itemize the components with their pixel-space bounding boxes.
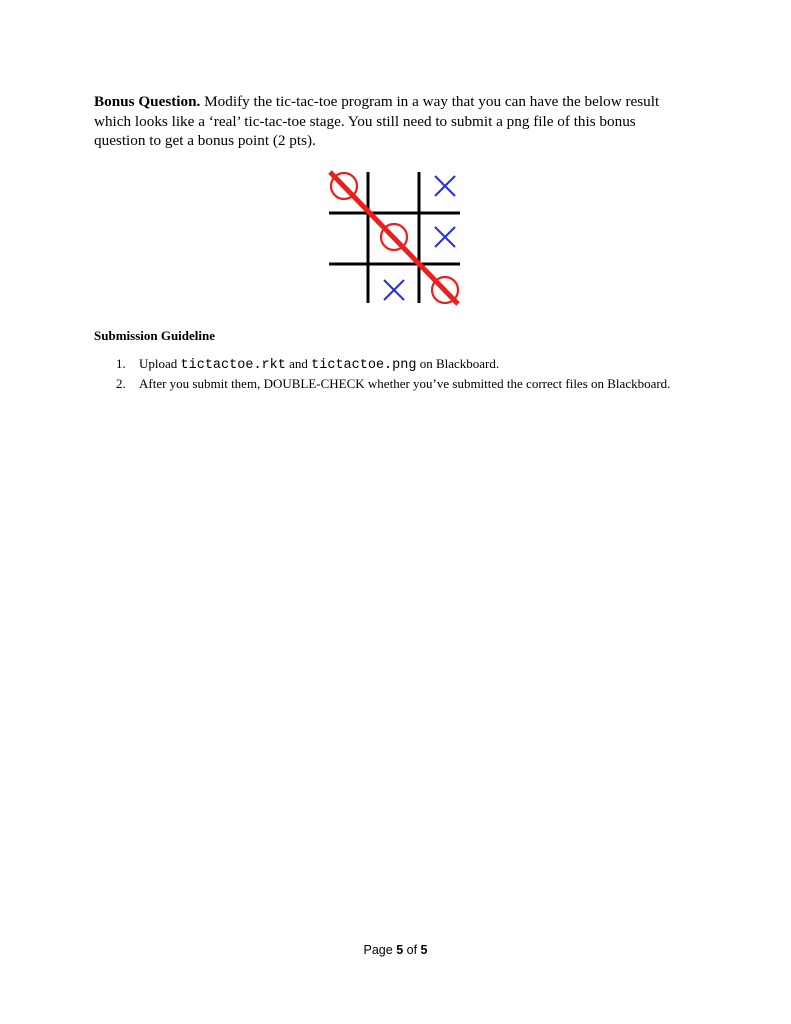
file-name-rkt: tictactoe.rkt xyxy=(180,358,286,373)
x-mark xyxy=(435,227,455,247)
footer-current-page: 5 xyxy=(396,943,404,957)
bonus-question xyxy=(94,92,684,151)
footer-total-pages: 5 xyxy=(420,943,428,957)
file-name-png: tictactoe.png xyxy=(311,358,417,373)
x-mark xyxy=(384,280,404,300)
step-text-post: on Blackboard. xyxy=(416,356,500,371)
tic-tac-toe-board xyxy=(322,166,468,312)
submission-heading: Submission Guideline xyxy=(94,328,216,343)
step-text-mid: and xyxy=(285,356,312,371)
step-number: 2. xyxy=(116,376,126,391)
step-text: After you submit them, DOUBLE-CHECK whether you’ve submitted the correct files on Blackboard. xyxy=(139,376,671,391)
step-number: 1. xyxy=(116,356,126,371)
footer-of-word: of xyxy=(403,943,421,957)
bonus-text: Modify the tic-tac-toe program in a way that you can have the below result which looks like a ‘real’ tic-tac-toe stage. You still need to submit a png file of this bonus question to get a bonus point (2 pts). xyxy=(94,93,660,149)
page-footer xyxy=(0,943,791,957)
submission-steps xyxy=(94,355,674,393)
x-mark xyxy=(435,176,455,196)
footer-page-word: Page xyxy=(363,943,397,957)
step-text-pre: Upload xyxy=(139,356,181,371)
step-item-1 xyxy=(94,355,674,374)
step-item-2 xyxy=(94,375,674,392)
bonus-label: Bonus Question. xyxy=(94,93,201,110)
